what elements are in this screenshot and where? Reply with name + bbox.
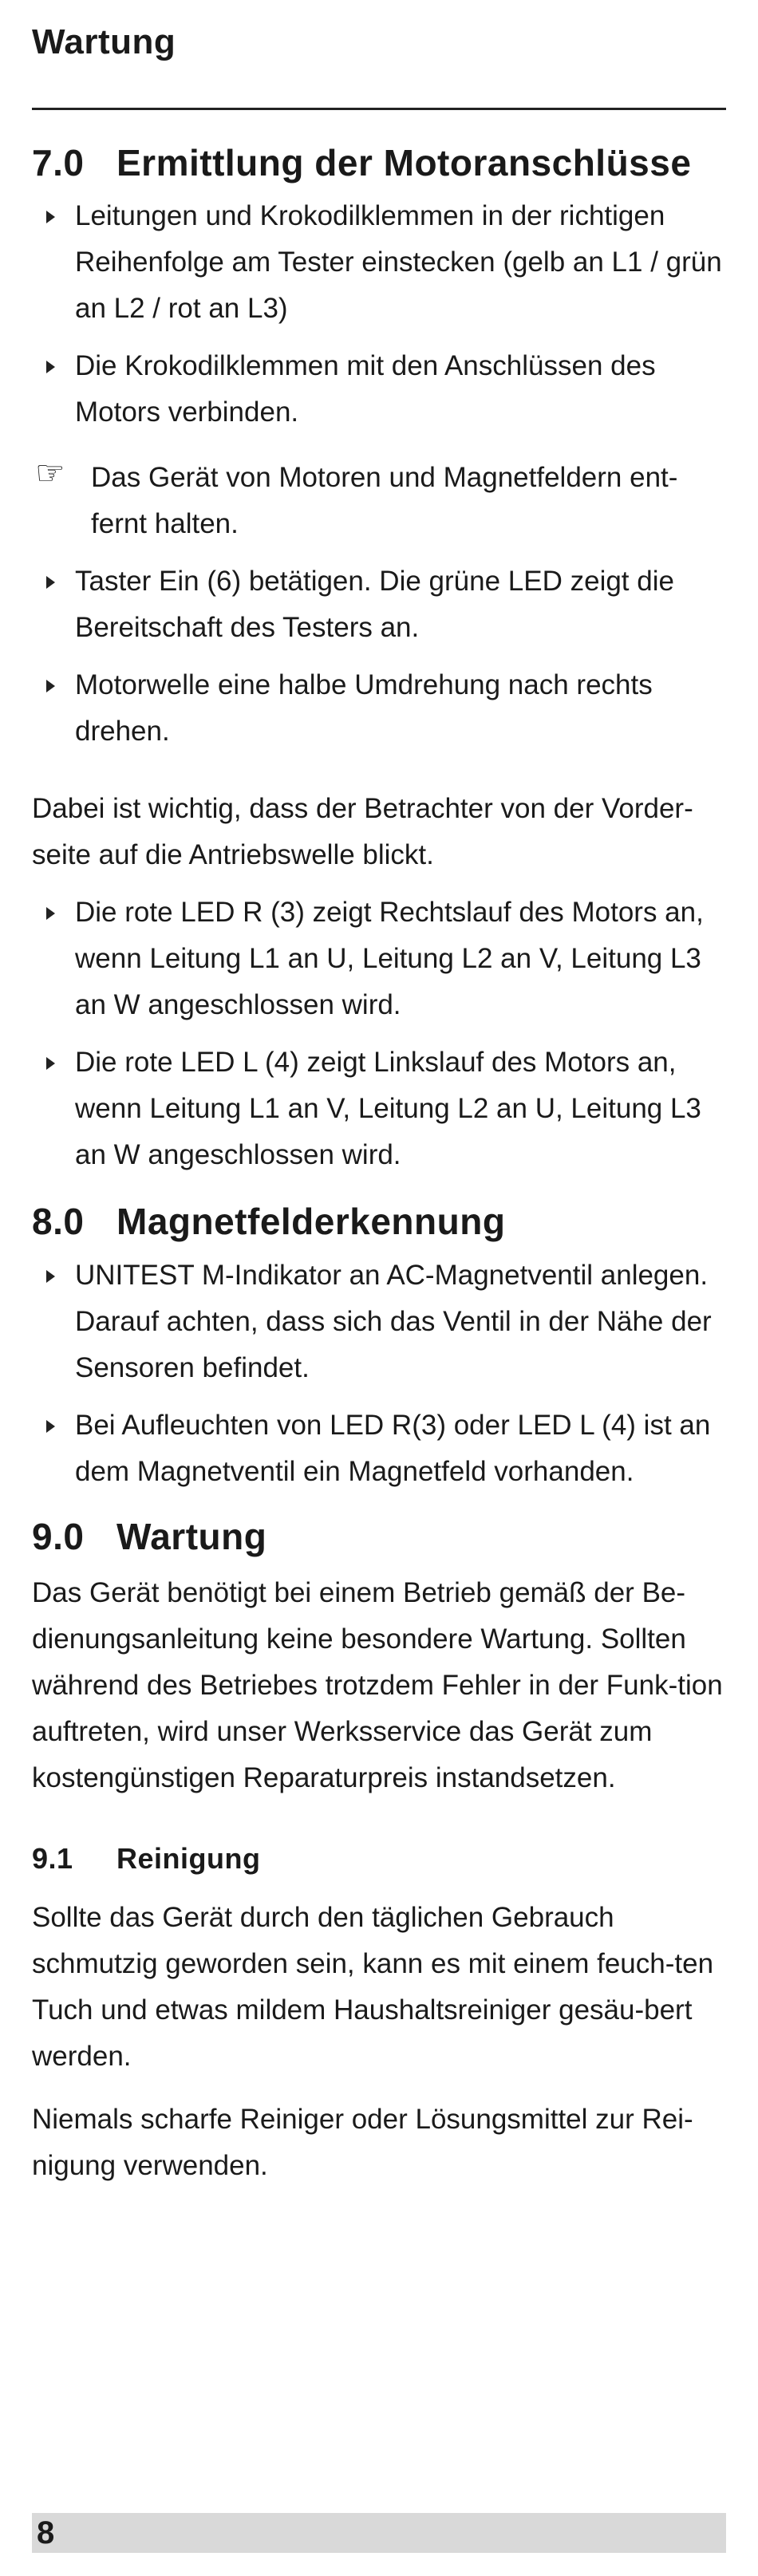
section-7-bullets-2: [32, 558, 726, 755]
list-item: [32, 1252, 726, 1391]
triangle-bullet-icon: [46, 1057, 55, 1070]
section-8-bullets: [32, 1252, 726, 1495]
list-item: [32, 193, 726, 332]
list-item: [32, 1402, 726, 1495]
list-item: [32, 662, 726, 755]
paragraph: Sollte das Gerät durch den täglichen Gebrauch schmutzig geworden sein, kann es mit einem feuch-ten Tuch und etwas mildem Haushaltsreiniger gesäu-bert werden.: [32, 1902, 714, 2072]
paragraph: Das Gerät benötigt bei einem Betrieb gemäß der Be-dienungsanleitung keine besondere Wartung. Sollten während des Betriebes trotzdem Fehler in der Funk-tion auftreten, wird unser Werksservice das Gerät zum kostengünstigen Reparaturpreis instandsetzen.: [32, 1577, 723, 1793]
section-9-1-heading: [32, 1841, 260, 1876]
paragraph: Dabei ist wichtig, dass der Betrachter von der Vorder-seite auf die Antriebswelle blickt.: [32, 793, 693, 870]
triangle-bullet-icon: [46, 680, 55, 692]
triangle-bullet-icon: [46, 361, 55, 373]
header-divider: [32, 108, 726, 110]
triangle-bullet-icon: [46, 211, 55, 223]
list-item-text: Motorwelle eine halbe Umdrehung nach rechts drehen.: [75, 669, 653, 747]
note: [32, 455, 726, 547]
list-item-text: Die rote LED R (3) zeigt Rechtslauf des Motors an, wenn Leitung L1 an U, Leitung L2 an V, Leitung L3 an W angeschlossen wird.: [75, 897, 704, 1020]
section-7-bullets-3: [32, 890, 726, 1178]
triangle-bullet-icon: [46, 907, 55, 920]
triangle-bullet-icon: [46, 576, 55, 589]
list-item-text: UNITEST M-Indikator an AC-Magnetventil anlegen. Darauf achten, dass sich das Ventil in der Nähe der Sensoren befindet.: [75, 1260, 712, 1383]
section-title: Ermittlung der Motoranschlüsse: [116, 142, 692, 183]
paragraph: Niemals scharfe Reiniger oder Lösungsmittel zur Rei-nigung verwenden.: [32, 2104, 693, 2181]
list-item-text: Die Krokodilklemmen mit den Anschlüssen des Motors verbinden.: [75, 350, 656, 428]
list-item-text: Leitungen und Krokodilklemmen in der richtigen Reihenfolge am Tester einstecken (gelb an L1 / grün an L2 / rot an L3): [75, 200, 722, 324]
list-item-text: Bei Aufleuchten von LED R(3) oder LED L (4) ist an dem Magnetventil ein Magnetfeld vorhanden.: [75, 1410, 711, 1487]
list-item: [32, 1039, 726, 1178]
list-item-text: Die rote LED L (4) zeigt Linkslauf des Motors an, wenn Leitung L1 an V, Leitung L2 an U, Leitung L3 an W angeschlossen wird.: [75, 1047, 701, 1170]
section-7-bullets-1: [32, 193, 726, 436]
section-title: Wartung: [116, 1516, 267, 1557]
section-number: 9.1: [32, 1842, 73, 1875]
list-item: [32, 558, 726, 651]
section-number: 9.0: [32, 1516, 85, 1557]
pointing-hand-icon: ☞: [35, 454, 65, 491]
section-number: 8.0: [32, 1201, 85, 1242]
section-title: Magnetfelderkennung: [116, 1201, 506, 1242]
section-number: 7.0: [32, 142, 85, 183]
section-8-heading: [32, 1201, 505, 1243]
triangle-bullet-icon: [46, 1420, 55, 1433]
page-number: 8: [37, 2515, 55, 2550]
list-item: [32, 890, 726, 1028]
section-7-heading: [32, 142, 691, 184]
page-header: Wartung: [32, 22, 176, 61]
list-item: [32, 343, 726, 436]
page-footer: [32, 2513, 726, 2553]
list-item-text: Taster Ein (6) betätigen. Die grüne LED zeigt die Bereitschaft des Testers an.: [75, 566, 674, 643]
section-title: Reinigung: [116, 1842, 261, 1875]
triangle-bullet-icon: [46, 1270, 55, 1283]
note-text: Das Gerät von Motoren und Magnetfeldern ent-fernt halten.: [91, 462, 678, 539]
section-9-heading: [32, 1516, 266, 1558]
